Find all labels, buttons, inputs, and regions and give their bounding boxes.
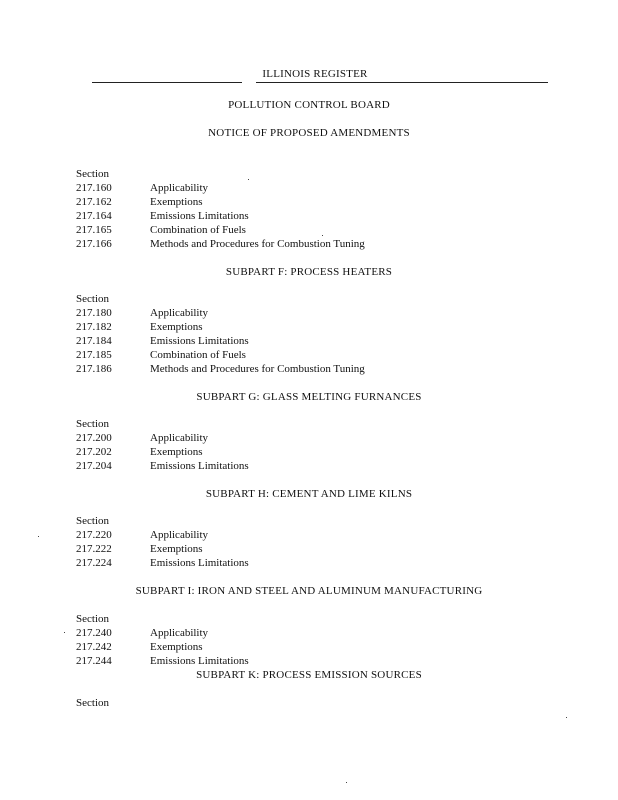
scan-speck: [566, 717, 567, 718]
section-number: 217.165: [76, 224, 112, 236]
subpart-heading: SUBPART G: GLASS MELTING FURNANCES: [196, 391, 422, 403]
list-item: [76, 195, 556, 209]
section-title: Exemptions: [150, 641, 203, 653]
section-title: Methods and Procedures for Combustion Tuning: [150, 238, 365, 250]
list-item: [76, 542, 556, 556]
scan-speck: [322, 235, 323, 236]
section-title: Applicability: [150, 307, 209, 319]
section-number: 217.186: [76, 363, 112, 375]
section-number: 217.240: [76, 627, 112, 639]
section-title: Emissions Limitations: [150, 210, 249, 222]
list-item: [76, 626, 556, 640]
section-title: Applicability: [150, 182, 209, 194]
section-title: Applicability: [150, 627, 209, 639]
list-item: [76, 640, 556, 654]
section-title: Emissions Limitations: [150, 557, 249, 569]
section-title: Exemptions: [150, 196, 203, 208]
section-title: Exemptions: [150, 446, 203, 458]
list-item: [76, 556, 556, 570]
section-title: Emissions Limitations: [150, 335, 249, 347]
list-item: [76, 445, 556, 459]
list-item: [76, 306, 556, 320]
list-item: [76, 209, 556, 223]
scan-speck: [64, 632, 65, 633]
list-item: [76, 223, 556, 237]
section-number: 217.162: [76, 196, 112, 208]
list-item: [76, 654, 556, 668]
list-item: [76, 237, 556, 251]
section-number: 217.224: [76, 557, 112, 569]
register-title: ILLINOIS REGISTER: [262, 68, 368, 80]
list-item: [76, 431, 556, 445]
section-number: 217.204: [76, 460, 112, 472]
list-item: [76, 320, 556, 334]
subpart-heading: SUBPART F: PROCESS HEATERS: [225, 266, 393, 278]
section-label: Section: [76, 418, 109, 430]
section-number: 217.182: [76, 321, 112, 333]
section-number: 217.180: [76, 307, 112, 319]
section-title: Emissions Limitations: [150, 655, 249, 667]
list-item: [76, 362, 556, 376]
subpart-heading: SUBPART H: CEMENT AND LIME KILNS: [205, 488, 413, 500]
section-number: 217.242: [76, 641, 112, 653]
agency-title: POLLUTION CONTROL BOARD: [228, 99, 390, 111]
list-item: [76, 459, 556, 473]
subpart-heading: SUBPART I: IRON AND STEEL AND ALUMINUM MANUFACTURING: [135, 585, 483, 597]
header-rule-right: [256, 82, 548, 83]
section-number: 217.202: [76, 446, 112, 458]
section-number: 217.244: [76, 655, 112, 667]
list-item: [76, 528, 556, 542]
section-number: 217.222: [76, 543, 112, 555]
section-title: Combination of Fuels: [150, 349, 246, 361]
section-label: Section: [76, 613, 109, 625]
scan-speck: [38, 536, 39, 537]
section-number: 217.166: [76, 238, 112, 250]
section-label: Section: [76, 515, 109, 527]
header-rule-left: [92, 82, 242, 83]
section-title: Exemptions: [150, 321, 203, 333]
notice-title: NOTICE OF PROPOSED AMENDMENTS: [208, 127, 410, 139]
section-number: 217.184: [76, 335, 112, 347]
subpart-heading: SUBPART K: PROCESS EMISSION SOURCES: [196, 669, 422, 681]
section-number: 217.220: [76, 529, 112, 541]
section-title: Exemptions: [150, 543, 203, 555]
section-title: Methods and Procedures for Combustion Tuning: [150, 363, 365, 375]
section-number: 217.185: [76, 349, 112, 361]
list-item: [76, 348, 556, 362]
section-number: 217.160: [76, 182, 112, 194]
section-label: Section: [76, 293, 109, 305]
section-title: Applicability: [150, 529, 209, 541]
section-label: Section: [76, 168, 109, 180]
section-title: Applicability: [150, 432, 209, 444]
section-title: Emissions Limitations: [150, 460, 249, 472]
section-label: Section: [76, 697, 109, 709]
scan-speck: [248, 179, 249, 180]
section-title: Combination of Fuels: [150, 224, 246, 236]
list-item: [76, 334, 556, 348]
section-number: 217.200: [76, 432, 112, 444]
scan-speck: [346, 782, 347, 783]
list-item: [76, 181, 556, 195]
section-number: 217.164: [76, 210, 112, 222]
